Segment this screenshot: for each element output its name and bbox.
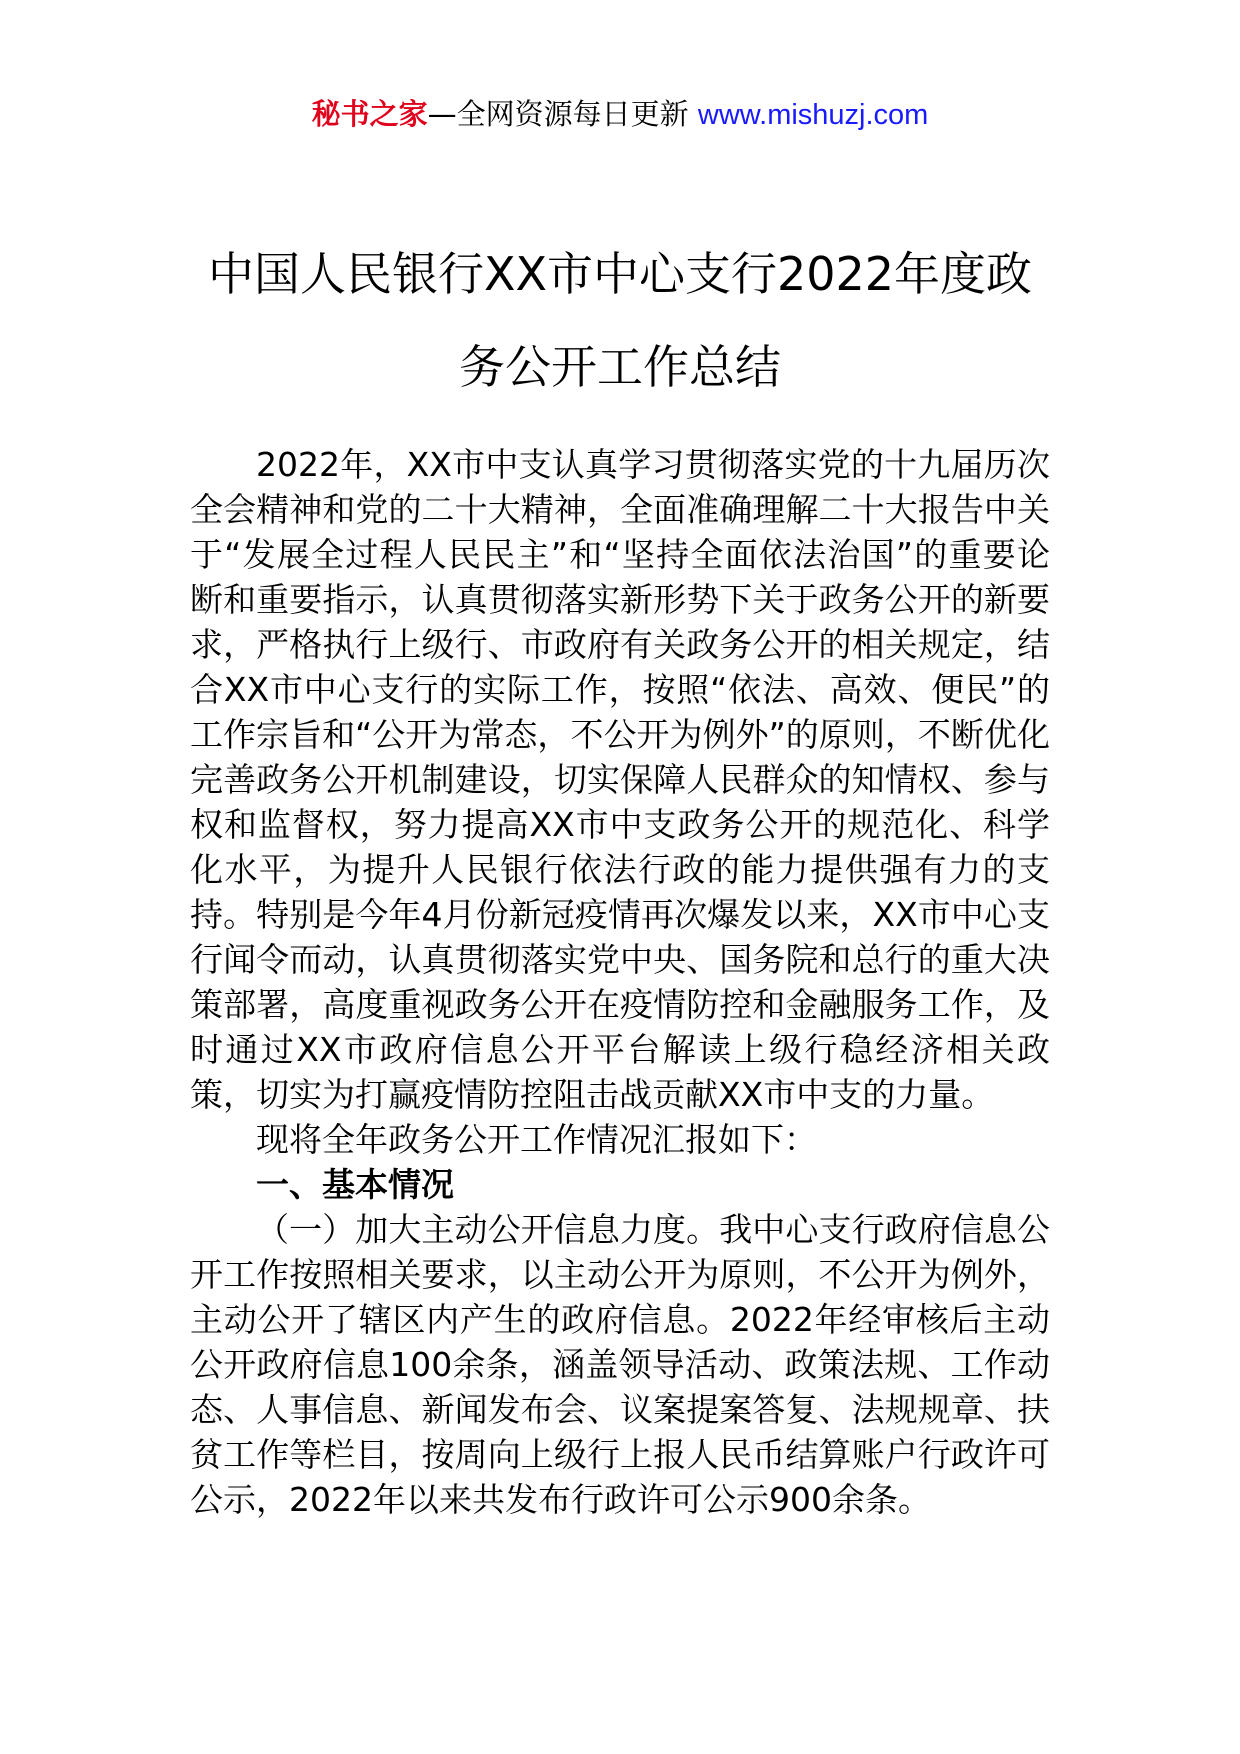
site-brand: 秘书之家: [311, 97, 428, 131]
intro-paragraph: 2022年，XX市中支认真学习贯彻落实党的十九届历次全会精神和党的二十大精神，全面准确理解二十大报告中关于“发展全过程人民民主”和“坚持全面依法治国”的重要论断和重要指示，认真贯彻落实新形势下关于政务公开的新要求，严格执行上级行、市政府有关政务公开的相关规定，结合XX市中心支行的实际工作，按照“依法、高效、便民”的工作宗旨和“公开为常态，不公开为例外”的原则，不断优化完善政务公开机制建设，切实保障人民群众的知情权、参与权和监督权，努力提高XX市中支政务公开的规范化、科学化水平，为提升人民银行依法行政的能力提供强有力的支持。特别是今年4月份新冠疫情再次爆发以来，XX市中心支行闻令而动，认真贯彻落实党中央、国务院和总行的重大决策部署，高度重视政务公开在疫情防控和金融服务工作，及时通过XX市政府信息公开平台解读上级行稳经济相关政策，切实为打赢疫情防控阻击战贡献XX市中支的力量。: [190, 445, 1050, 1114]
document-title: 中国人民银行XX市中心支行2022年度政务公开工作总结: [207, 247, 1033, 394]
site-slogan: —全网资源每日更新: [427, 97, 689, 131]
site-url-link[interactable]: www.mishuzj.com: [697, 99, 929, 131]
section-heading-basic: 一、基本情况: [256, 1165, 454, 1204]
site-header: [0, 94, 1240, 135]
report-intro-line: 现将全年政务公开工作情况汇报如下：: [256, 1120, 817, 1159]
section-paragraph-1: （一）加大主动公开信息力度。我中心支行政府信息公开工作按照相关要求，以主动公开为原则，不公开为例外，主动公开了辖区内产生的政府信息。2022年经审核后主动公开政府信息100余条，涵盖领导活动、政策法规、工作动态、人事信息、新闻发布会、议案提案答复、法规规章、扶贫工作等栏目，按周向上级行上报人民币结算账户行政许可公示，2022年以来共发布行政许可公示900余条。: [190, 1210, 1050, 1519]
document-body: [190, 442, 1050, 1522]
